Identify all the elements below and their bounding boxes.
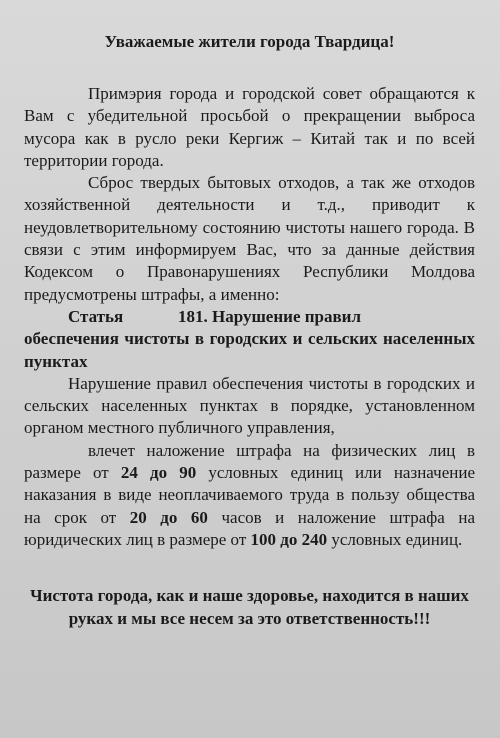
dumping-paragraph: Сброс твердых бытовых отходов, а так же отходов хозяйственной деятельности и т.д., приводит к неудовлетворительному состоянию чистоты нашего города. В связи с этим информируем Вас, что за данные действия Кодексом о Правонарушениях Республики Молдова предусмотрены штрафы, а именно: <box>24 173 475 304</box>
article-heading-lead <box>24 306 475 328</box>
penalty-text-1: влечет наложение штрафа на физических лиц в размере от <box>24 440 475 483</box>
notice-title: Уважаемые жители города Твардица! <box>104 32 395 51</box>
penalty-text-2: условных единиц или назначение наказания в виде неоплачиваемого труда в пользу общества на срок от <box>24 463 475 527</box>
article-heading <box>24 306 475 373</box>
intro-paragraph: Примэрия города и городской совет обращаются к Вам с убедительной просьбой о прекращении выброса мусора как в русло реки Кергиж – Китай так и по всей территории города. <box>24 84 475 170</box>
penalty-text-4: условных единиц. <box>327 529 463 549</box>
legal-entity-fine-range: 100 до 240 <box>250 529 328 549</box>
article-heading-continuation: обеспечения чистоты в городских и сельских населенных пунктах <box>24 329 475 371</box>
article-word: Статья <box>68 306 124 326</box>
violation-paragraph: Нарушение правил обеспечения чистоты в городских и сельских населенных пунктах в порядке, установленном органом местного публичного управления, <box>24 373 475 438</box>
penalty-text-3: часов и наложение штрафа на юридических лиц в размере от <box>24 507 476 549</box>
article-number-title: 181. Нарушение правил <box>178 306 361 326</box>
individual-fine-range: 24 до 90 <box>120 463 197 483</box>
closing-appeal: Чистота города, как и наше здоровье, находится в наших руках и мы все несем за это ответственность!!! <box>30 586 469 628</box>
penalty-paragraph <box>24 440 475 551</box>
community-hours-range: 20 до 60 <box>129 507 208 527</box>
